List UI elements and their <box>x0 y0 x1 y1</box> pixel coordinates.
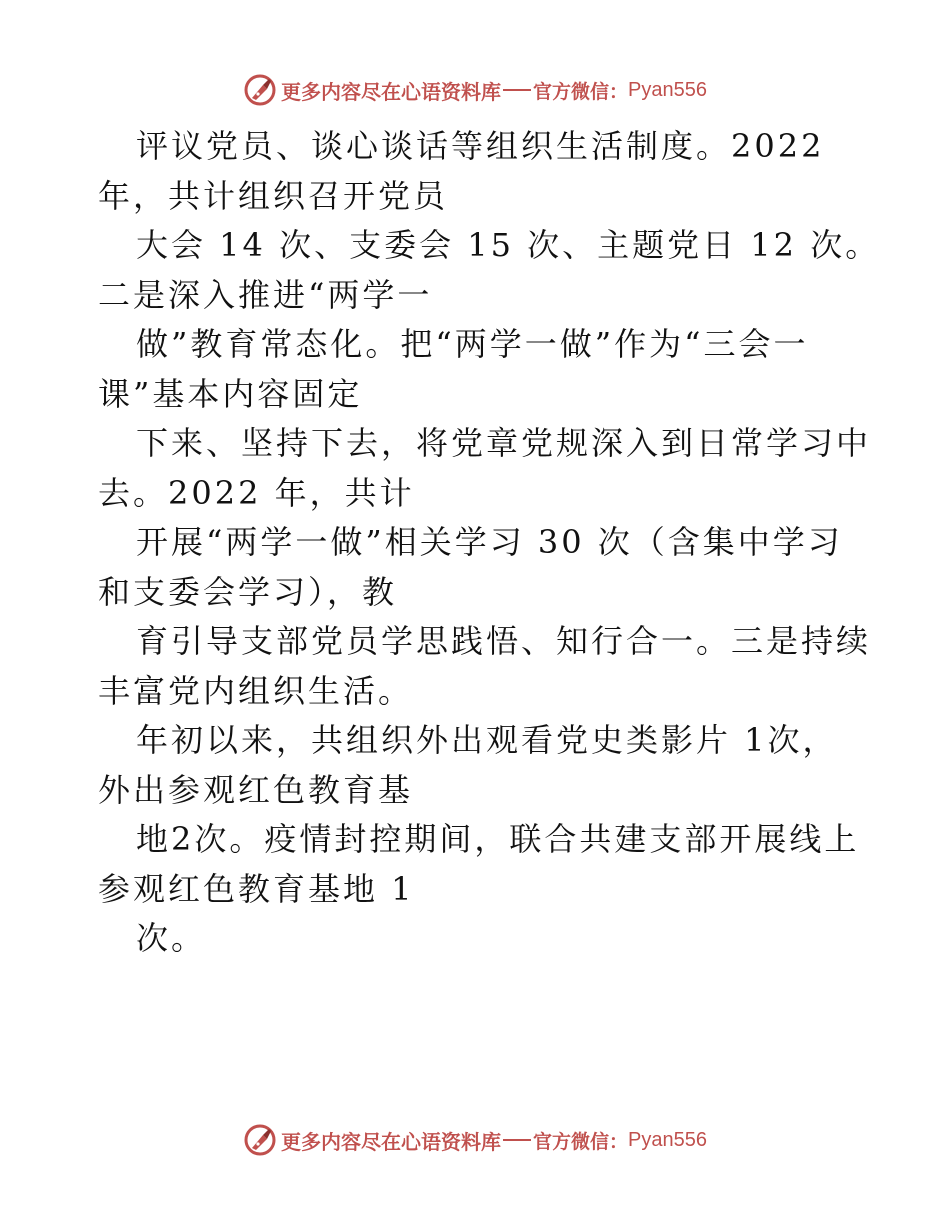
pen-nib-logo-icon <box>243 1123 277 1157</box>
text-line: 丰富党内组织生活。 <box>98 671 414 710</box>
wechat-label: 官方微信： <box>533 80 629 103</box>
text-line: 大会 14 次、支委会 15 次、主题党日 12 次。 <box>136 226 881 264</box>
document-body <box>98 122 881 964</box>
site-name: 更多内容尽在心语资料库 <box>281 79 501 104</box>
text-line: 年初以来，共组织外出观看党史类影片 1次， <box>136 721 838 759</box>
pen-nib-logo-icon <box>243 73 277 107</box>
banner-divider <box>503 1139 531 1141</box>
text-line: 去。2022 年，共计 <box>98 473 415 512</box>
wechat-id: Pyan556 <box>628 78 707 101</box>
wechat-id: Pyan556 <box>628 1128 707 1151</box>
text-line: 和支委会学习），教 <box>98 572 398 611</box>
text-line: 课”基本内容固定 <box>98 374 363 413</box>
wechat-label: 官方微信： <box>533 1130 629 1153</box>
banner-divider <box>503 89 531 91</box>
text-line: 开展“两学一做”相关学习 30 次（含集中学习 <box>136 523 843 561</box>
text-line: 下来、坚持下去，将党章党规深入到日常学习中 <box>136 424 872 462</box>
text-line: 评议党员、谈心谈话等组织生活制度。2022 <box>136 127 825 165</box>
text-line: 外出参观红色教育基 <box>98 770 414 809</box>
footer-banner <box>0 1120 950 1160</box>
text-line: 地2次。疫情封控期间，联合共建支部开展线上 <box>136 820 860 858</box>
text-line: 二是深入推进“两学一 <box>98 275 433 314</box>
text-line: 参观红色教育基地 1 <box>98 869 415 908</box>
site-name: 更多内容尽在心语资料库 <box>281 1129 501 1154</box>
text-line: 年，共计组织召开党员 <box>98 176 449 215</box>
text-line: 次。 <box>136 919 207 957</box>
text-line: 育引导支部党员学思践悟、知行合一。三是持续 <box>136 622 872 660</box>
text-line: 做”教育常态化。把“两学一做”作为“三会一 <box>136 325 809 363</box>
header-banner <box>0 70 950 110</box>
